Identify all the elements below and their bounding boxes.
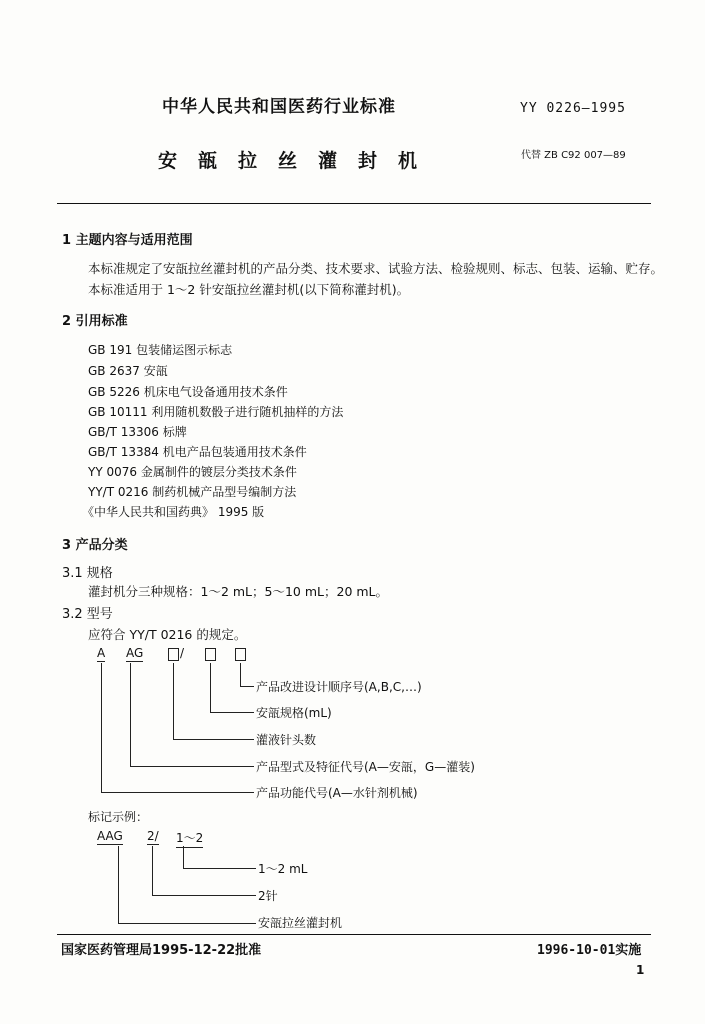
model-slash: / xyxy=(180,646,185,660)
footer-rule xyxy=(57,934,651,935)
header-rule xyxy=(57,203,651,204)
model-label-function: 产品功能代号(A—水针剂机械) xyxy=(256,786,418,800)
connector-line xyxy=(130,663,131,766)
connector-line xyxy=(118,923,256,924)
connector-line xyxy=(152,846,153,895)
section-3-1-heading: 3.1 规格 xyxy=(62,566,113,581)
reference-item: 《中华人民共和国药典》 1995 版 xyxy=(82,505,265,519)
replaces-standard: 代替 ZB C92 007—89 xyxy=(521,150,626,161)
example-code-aag: AAG xyxy=(97,829,123,843)
reference-item: GB 2637 安瓿 xyxy=(88,364,168,378)
connector-line xyxy=(152,895,256,896)
example-label-volume: 1～2 mL xyxy=(258,862,308,876)
connector-line xyxy=(173,663,174,739)
standard-code: YY 0226—1995 xyxy=(520,101,626,116)
example-heading: 标记示例： xyxy=(88,810,149,824)
connector-line xyxy=(183,868,256,869)
model-slot-needles xyxy=(168,648,179,661)
reference-item: GB 5226 机床电气设备通用技术条件 xyxy=(88,385,288,399)
section-3-2-heading: 3.2 型号 xyxy=(62,607,113,622)
model-slot-revision xyxy=(235,648,246,661)
connector-line xyxy=(183,846,184,868)
approval-date: 国家医药管理局1995-12-22批准 xyxy=(61,943,262,958)
document-title: 安瓿拉丝灌封机 xyxy=(158,150,439,172)
connector-line xyxy=(210,712,254,713)
section-1-paragraph-1: 本标准规定了安瓿拉丝灌封机的产品分类、技术要求、试验方法、检验规则、标志、包装、运输、贮存。 xyxy=(88,261,664,276)
section-1-heading: 1 主题内容与适用范围 xyxy=(62,233,193,248)
model-code-a: A xyxy=(97,646,106,660)
section-3-1-text: 灌封机分三种规格：1～2 mL；5～10 mL；20 mL。 xyxy=(88,584,389,599)
example-label-needles: 2针 xyxy=(258,889,278,903)
issuing-organization: 中华人民共和国医药行业标准 xyxy=(162,97,396,117)
model-label-type: 产品型式及特征代号(A—安瓿，G—灌装) xyxy=(256,760,475,774)
reference-item: GB/T 13306 标牌 xyxy=(88,425,187,439)
connector-line xyxy=(130,766,254,767)
section-1-paragraph-2: 本标准适用于 1～2 针安瓿拉丝灌封机(以下简称灌封机)。 xyxy=(88,282,410,297)
page-number: 1 xyxy=(636,963,645,977)
effective-date: 1996-10-01实施 xyxy=(537,943,642,958)
model-code-ag: AG xyxy=(126,646,144,660)
reference-item: YY/T 0216 制药机械产品型号编制方法 xyxy=(88,485,297,499)
connector-line xyxy=(210,663,211,712)
connector-line xyxy=(101,792,254,793)
connector-line xyxy=(101,663,102,792)
reference-item: GB 10111 利用随机数骰子进行随机抽样的方法 xyxy=(88,405,344,419)
example-code-volume: 1～2 xyxy=(176,829,203,848)
section-3-2-text: 应符合 YY/T 0216 的规定。 xyxy=(88,627,247,642)
reference-item: YY 0076 金属制件的镀层分类技术条件 xyxy=(88,465,297,479)
section-2-heading: 2 引用标准 xyxy=(62,314,128,329)
model-label-revision: 产品改进设计顺序号(A,B,C,…) xyxy=(256,680,422,694)
section-3-heading: 3 产品分类 xyxy=(62,538,128,553)
connector-line xyxy=(240,686,254,687)
model-label-needles: 灌液针头数 xyxy=(256,733,317,747)
model-label-volume: 安瓿规格(mL) xyxy=(256,706,332,720)
example-label-product: 安瓿拉丝灌封机 xyxy=(258,916,343,930)
reference-item: GB 191 包装储运图示标志 xyxy=(88,343,233,357)
connector-line xyxy=(118,846,119,923)
connector-line xyxy=(173,739,254,740)
example-code-needles: 2/ xyxy=(147,829,159,843)
reference-item: GB/T 13384 机电产品包装通用技术条件 xyxy=(88,445,307,459)
model-slot-volume xyxy=(205,648,216,661)
connector-line xyxy=(240,663,241,686)
